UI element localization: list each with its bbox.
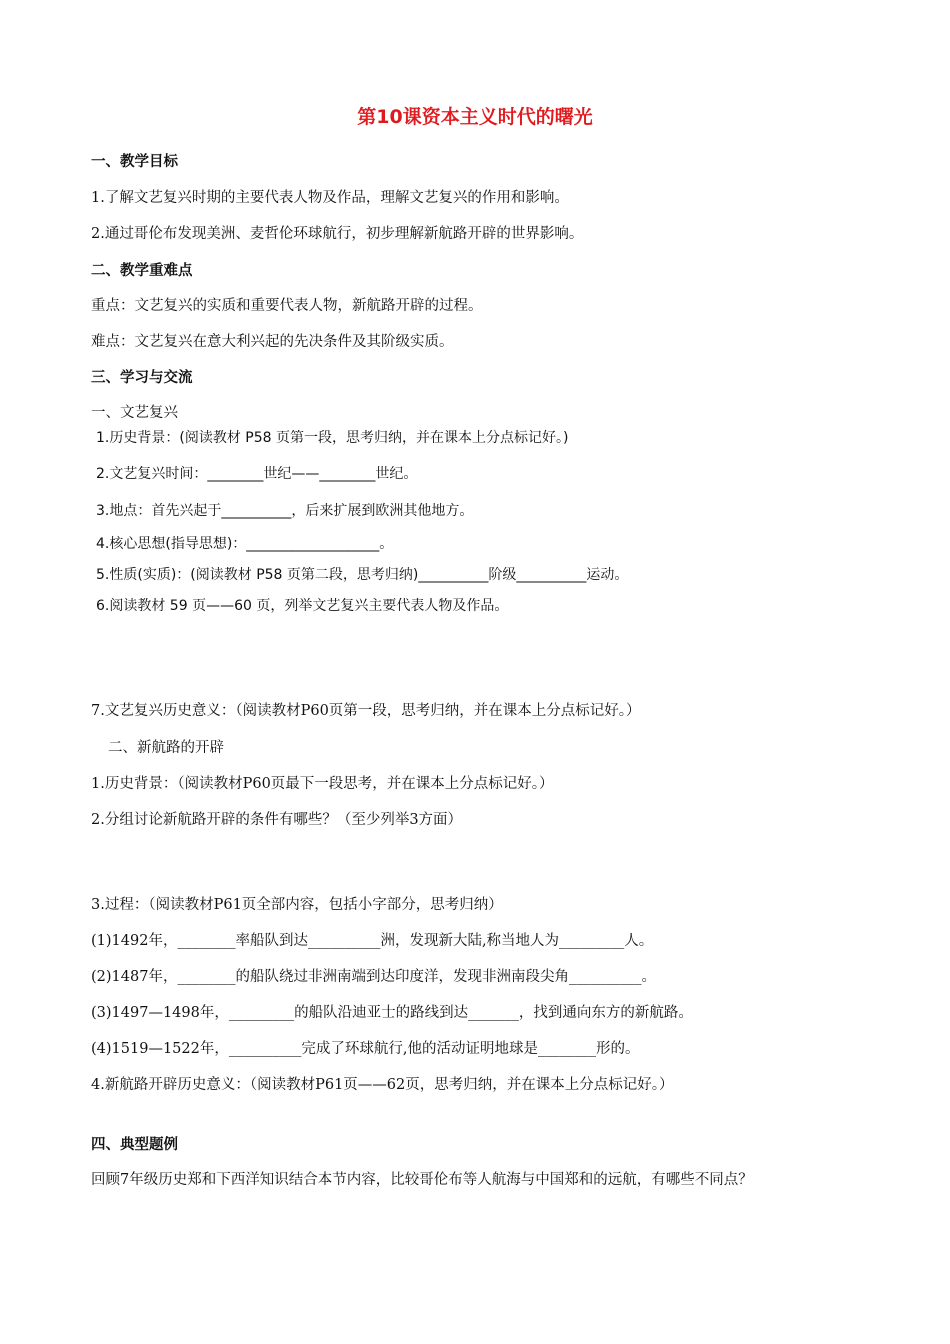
objective-item: 1.了解文艺复兴时期的主要代表人物及作品，理解文艺复兴的作用和影响。 bbox=[91, 190, 569, 206]
document-title: 第10课资本主义时代的曙光 bbox=[357, 106, 593, 128]
process-item: (4)1519—1522年，__________完成了环球航行,他的活动证明地球是________形的。 bbox=[91, 1041, 640, 1057]
new-routes-item: 2.分组讨论新航路开辟的条件有哪些？（至少列举3方面） bbox=[91, 812, 463, 828]
renaissance-item: 6.阅读教材 59 页——60 页，列举文艺复兴主要代表人物及作品。 bbox=[96, 598, 509, 614]
process-item: (1)1492年，________率船队到达__________洲，发现新大陆,称当地人为_________人。 bbox=[91, 933, 654, 949]
renaissance-item: 4.核心思想(指导思想)：___________________。 bbox=[96, 536, 394, 552]
section-heading-study: 三、学习与交流 bbox=[91, 370, 193, 386]
new-routes-significance: 4.新航路开辟历史意义：（阅读教材P61页——62页，思考归纳，并在课本上分点标记好。） bbox=[91, 1077, 674, 1093]
renaissance-item: 2.文艺复兴时间：________世纪——________世纪。 bbox=[96, 466, 418, 482]
new-routes-item: 1.历史背景：（阅读教材P60页最下一段思考，并在课本上分点标记好。） bbox=[91, 776, 554, 792]
renaissance-item: 1.历史背景：(阅读教材 P58 页第一段，思考归纳，并在课本上分点标记好。) bbox=[96, 430, 569, 446]
section-heading-examples: 四、典型题例 bbox=[91, 1137, 178, 1153]
subsection-heading-renaissance: 一、文艺复兴 bbox=[91, 405, 178, 421]
example-question: 回顾7年级历史郑和下西洋知识结合本节内容，比较哥伦布等人航海与中国郑和的远航，有哪些不同点？ bbox=[91, 1172, 753, 1188]
renaissance-item: 5.性质(实质)：(阅读教材 P58 页第二段，思考归纳)__________阶级__________运动。 bbox=[96, 567, 629, 583]
renaissance-significance: 7.文艺复兴历史意义：（阅读教材P60页第一段，思考归纳，并在课本上分点标记好。） bbox=[91, 703, 641, 719]
section-heading-objectives: 一、教学目标 bbox=[91, 154, 178, 170]
section-heading-key-points: 二、教学重难点 bbox=[91, 263, 193, 279]
objective-item: 2.通过哥伦布发现美洲、麦哲伦环球航行，初步理解新航路开辟的世界影响。 bbox=[91, 226, 584, 242]
process-item: (2)1487年，________的船队绕过非洲南端到达印度洋，发现非洲南段尖角__________。 bbox=[91, 969, 656, 985]
process-item: (3)1497—1498年，_________的船队沿迪亚士的路线到达_______，找到通向东方的新航路。 bbox=[91, 1005, 693, 1021]
key-point-text: 重点：文艺复兴的实质和重要代表人物，新航路开辟的过程。 bbox=[91, 298, 483, 314]
difficulty-text: 难点：文艺复兴在意大利兴起的先决条件及其阶级实质。 bbox=[91, 334, 454, 350]
process-heading: 3.过程：（阅读教材P61页全部内容，包括小字部分，思考归纳） bbox=[91, 897, 503, 913]
renaissance-item: 3.地点：首先兴起于__________，后来扩展到欧洲其他地方。 bbox=[96, 503, 474, 519]
subsection-heading-new-routes: 二、新航路的开辟 bbox=[108, 740, 224, 756]
